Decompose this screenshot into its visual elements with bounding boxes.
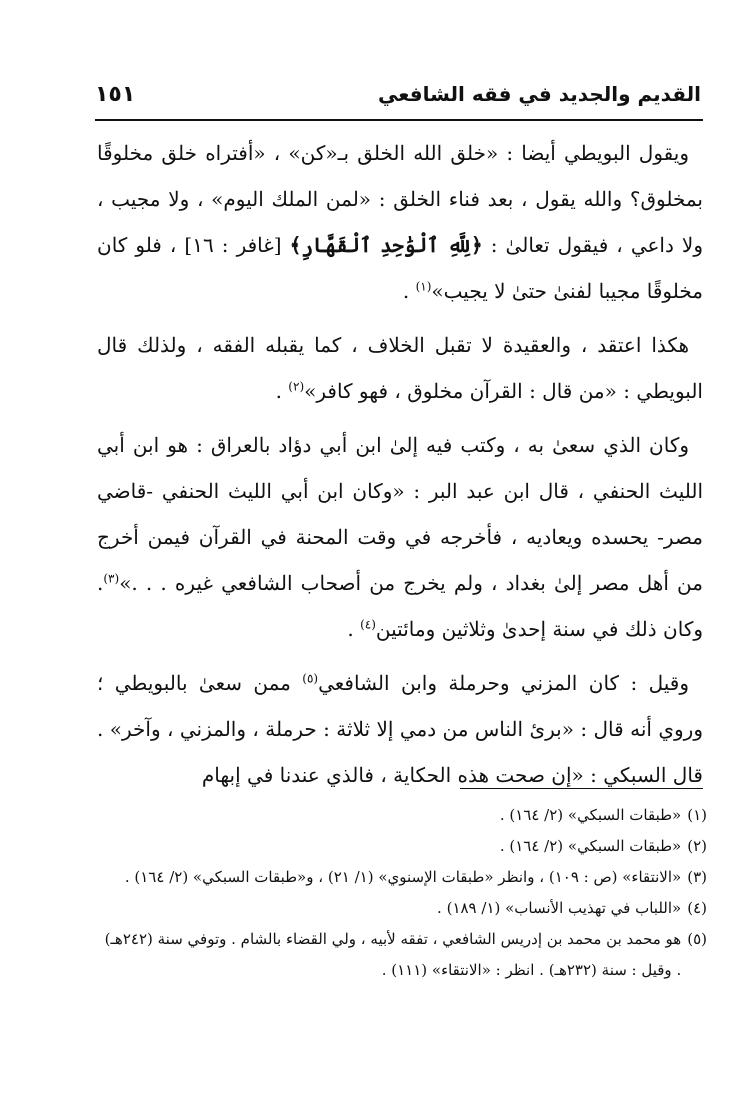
footnote-ref-2[interactable]: (٢) xyxy=(288,379,305,394)
footnote-text: «اللباب في تهذيب الأنساب» (١/ ١٨٩) . xyxy=(437,899,682,917)
footnote-1 xyxy=(97,800,707,831)
footnote-separator xyxy=(460,788,703,789)
footnote-text: «الانتقاء» (ص : ١٠٩) ، وانظر «طبقات الإسنوي» (١/ ٢١) ، و«طبقات السبكي» (٢/ ١٦٤) . xyxy=(124,868,682,886)
paragraph-4-continuation: ممن سعىٰ بالبويطي ؛ وروي أنه قال : «برئ الناس من دمي إلا ثلاثة : حرملة ، والمزني ، وآخر» . قال السبكي : «إن صحت هذه الحكاية ، فالذي عندنا في إبهام xyxy=(97,671,703,787)
paragraph-2-text: هكذا اعتقد ، والعقيدة لا تقبل الخلاف ، كما يقبله الفقه ، ولذلك قال البويطي : «من قال : القرآن مخلوق ، فهو كافر» xyxy=(97,333,703,403)
quran-verse: ﴿لِلَّهِ ٱلْوَٰحِدِ ٱلْقَهَّارِ﴾ xyxy=(289,233,483,257)
page-header xyxy=(95,74,701,114)
footnote-number: (٥) xyxy=(687,930,707,948)
footnote-number: (٤) xyxy=(687,899,707,917)
paragraph-4-text: وقيل : كان المزني وحرملة وابن الشافعي xyxy=(318,671,689,695)
paragraph-3-text: وكان الذي سعىٰ به ، وكتب فيه إلىٰ ابن أبي دؤاد بالعراق : هو ابن أبي الليث الحنفي ، قال ابن عبد البر : «وكان ابن أبي الليث الحنفي -قاضي مصر- يحسده ويعاديه ، فأخرجه في وقت المحنة في القرآن فيمن أخرج من أهل مصر إلىٰ بغداد ، ولم يخرج من أصحاب الشافعي غيره . . .» xyxy=(97,433,703,595)
paragraph-2-end: . xyxy=(275,379,289,403)
footnote-5 xyxy=(97,924,707,986)
footnote-ref-4[interactable]: (٤) xyxy=(360,617,376,632)
footnote-text: هو محمد بن محمد بن إدريس الشافعي ، تفقه لأبيه ، ولي القضاء بالشام . وتوفي سنة (٢٤٢هـ) . وقيل : سنة (٢٣٢هـ) . انظر : «الانتقاء» (١١١) . xyxy=(104,930,682,979)
running-title: القديم والجديد في فقه الشافعي xyxy=(378,82,701,106)
footnote-3 xyxy=(97,862,707,893)
paragraph-3 xyxy=(97,422,703,652)
footnote-ref-3[interactable]: (٣) xyxy=(103,571,120,586)
footnote-ref-1[interactable]: (١) xyxy=(415,279,432,294)
footnote-number: (٣) xyxy=(687,868,707,886)
footnote-2 xyxy=(97,831,707,862)
footnote-number: (٢) xyxy=(687,837,707,855)
paragraph-3-middle: . وكان ذلك في سنة إحدىٰ وثلاثين ومائتين xyxy=(97,571,703,641)
paragraph-1-text: ويقول البويطي أيضا : «خلق الله الخلق بـ«كن» ، «أفتراه خلق مخلوقًا بمخلوق؟ والله يقول ، بعد فناء الخلق : «لمن الملك اليوم» ، ولا مجيب ، ولا داعي ، فيقول تعالىٰ : xyxy=(97,141,703,257)
footnote-number: (١) xyxy=(687,806,707,824)
page-number: ١٥١ xyxy=(95,81,136,107)
footnote-text: «طبقات السبكي» (٢/ ١٦٤) . xyxy=(499,837,682,855)
paragraph-2 xyxy=(97,322,703,414)
footnote-ref-5[interactable]: (٥) xyxy=(302,671,319,686)
footnotes xyxy=(97,800,707,986)
paragraph-1-end: . xyxy=(402,279,416,303)
header-rule xyxy=(95,119,703,121)
footnote-4 xyxy=(97,893,707,924)
paragraph-1-continuation: [غافر : ١٦] ، فلو كان مخلوقًا مجيبا لفنىٰ حتىٰ لا يجيب» xyxy=(97,233,703,303)
paragraph-1 xyxy=(97,130,703,314)
footnote-text: «طبقات السبكي» (٢/ ١٦٤) . xyxy=(499,806,682,824)
main-text xyxy=(97,130,703,806)
paragraph-3-end: . xyxy=(347,617,361,641)
paragraph-4 xyxy=(97,660,703,798)
